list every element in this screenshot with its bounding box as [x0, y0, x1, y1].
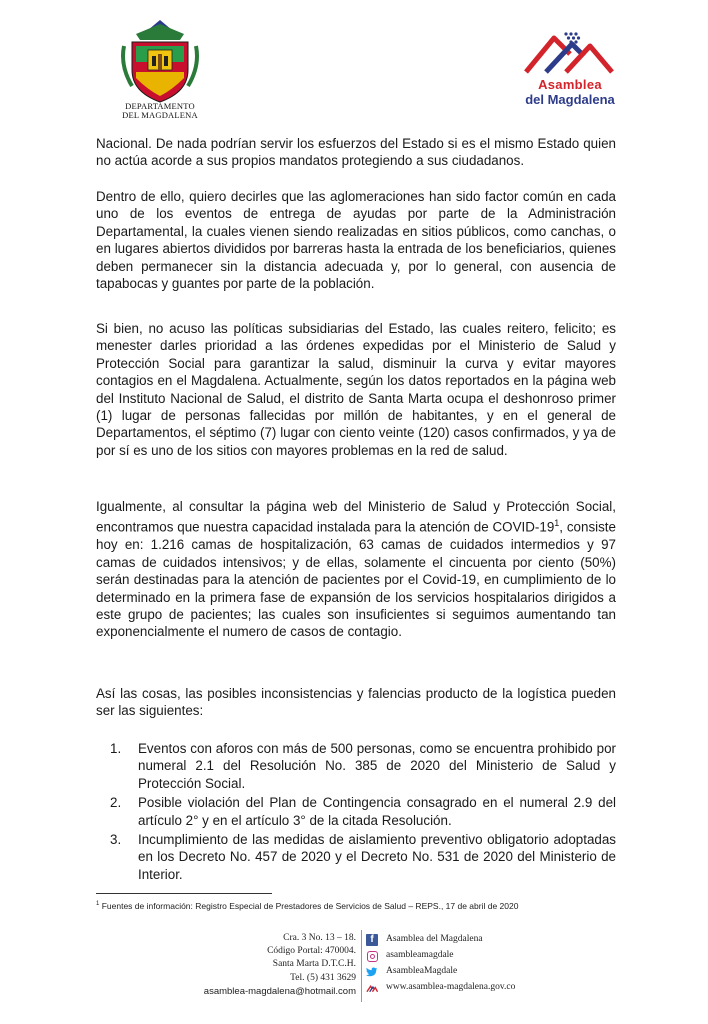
footer-contact — [160, 932, 356, 998]
twitter-icon — [366, 966, 378, 978]
footnote-number: 1 — [96, 901, 100, 907]
footnote-text: Fuentes de información: Registro Especial de Prestadores de Servicios de Salud – REPS., 17 de abril de 2020 — [99, 900, 519, 911]
social-twitter-text: AsambleaMagdale — [386, 966, 458, 977]
paragraph-4-end: , consiste hoy en: 1.216 camas de hospitalización, 63 camas de cuidados intermedios y 97 camas de cuidados intensivos; y de ellas, solamente el cincuenta por ciento (50%) serán destinadas para la atención de pacientes por el Covid-19, en cumplimiento de lo determinado en la primera fase de expansión de los servicios hospitalarios dirigidos a este grupo de pacientes; las cuales son insuficientes si seguimos aumentando tan exponencialmente el numero de casos de contagio. — [96, 519, 616, 640]
department-line-1: DEPARTAMENTO — [125, 101, 195, 111]
department-line-2: DEL MAGDALENA — [122, 110, 198, 120]
social-instagram-text: asambleamagdale — [386, 950, 454, 961]
social-facebook — [366, 932, 586, 948]
assembly-line-1: Asamblea — [538, 77, 602, 92]
social-instagram — [366, 948, 586, 964]
list-item-text: Eventos con aforos con más de 500 personas, como se encuentra prohibido por numeral 2.1 del Resolución No. 385 de 2020 del Ministerio de Salud y Protección Social. — [138, 741, 616, 791]
paragraph-3: Si bien, no acuso las políticas subsidiarias del Estado, las cuales reitero, felicito; es menester darles prioridad a las órdenes expedidas por el Ministerio de Salud y Protección Social para garantizar la salud, disminuir la curva y evitar mayores contagios en el Magdalena. Actualmente, según los datos reportados en la página web del Instituto Nacional de Salud, el distrito de Santa Marta ocupa el deshonroso primer (1) lugar de personas fallecidas por millón de habitantes, y en el general de Departamentos, el séptimo (7) lugar con ciento veinte (120) casos confirmados, y ya de por sí es uno de los sitios con mayores problemas en la red de salud. — [96, 321, 616, 458]
web-logo-icon — [366, 982, 378, 994]
facebook-icon: f — [366, 934, 378, 946]
list-item-number: 2. — [110, 795, 122, 811]
assembly-logo — [520, 26, 616, 76]
paragraph-4 — [96, 498, 616, 641]
social-website — [366, 980, 586, 996]
list-item — [110, 831, 616, 883]
footer-city: Santa Marta D.T.C.H. — [272, 959, 356, 970]
paragraph-4-start: Igualmente, al consultar la página web del Ministerio de Salud y Protección Social, encontramos que nuestra capacidad instalada para la atención de COVID-19 — [96, 499, 616, 535]
footer-social — [366, 932, 586, 996]
instagram-icon — [366, 950, 378, 962]
footer-phone: Tel. (5) 431 3629 — [290, 972, 356, 983]
footnote-divider — [96, 893, 272, 894]
list-item — [110, 794, 616, 829]
footnote — [96, 899, 616, 912]
paragraph-1: Nacional. De nada podrían servir los esfuerzos del Estado si es el mismo Estado quien no actúa acorde a sus propios mandatos protegiendo a sus ciudadanos. — [96, 136, 616, 169]
paragraph-5: Así las cosas, las posibles inconsistencias y falencias producto de la logística pueden ser las siguientes: — [96, 686, 616, 719]
list-item-number: 1. — [110, 741, 122, 756]
social-facebook-text: Asamblea del Magdalena — [386, 934, 483, 945]
list-item-number: 3. — [110, 832, 122, 848]
list-item-text: Posible violación del Plan de Contingencia consagrado en el numeral 2.9 del artículo 2° y en el artículo 3° de la citada Resolución. — [138, 795, 616, 828]
footer-postal-code: Código Portal: 470004. — [267, 946, 356, 957]
department-crest-logo — [118, 16, 202, 104]
page-header — [0, 0, 708, 130]
assembly-name — [500, 78, 640, 107]
assembly-line-2: del Magdalena — [525, 92, 615, 107]
social-website-text: www.asamblea-magdalena.gov.co — [386, 982, 516, 993]
paragraph-2: Dentro de ello, quiero decirles que las aglomeraciones han sido factor común en cada uno de los eventos de entrega de ayudas por parte de la Administración Departamental, la cuales vienen siendo realizadas en sitios públicos, como canchas, o en lugares abiertos divididos por barreras hasta la entrada de los beneficiarios, quienes deben permanecer sin la distancia adecuada y, por lo general, con ausencia de tapabocas y guantes por parte de la población. — [96, 189, 616, 292]
footer-divider — [361, 930, 362, 1002]
footnote-reference: 1 — [554, 518, 560, 529]
social-twitter — [366, 964, 586, 980]
list-item-text: Incumplimiento de las medidas de aislamiento preventivo obligatorio adoptadas en los Decreto No. 457 de 2020 y el Decreto No. 531 de 2020 del Ministerio de Interior. — [138, 832, 616, 882]
footer-address: Cra. 3 No. 13 – 18. — [283, 933, 356, 943]
inconsistencies-list — [110, 740, 616, 885]
footer-email: asamblea-magdalena@hotmail.com — [203, 985, 356, 997]
department-name — [100, 102, 220, 120]
list-item — [110, 740, 616, 792]
